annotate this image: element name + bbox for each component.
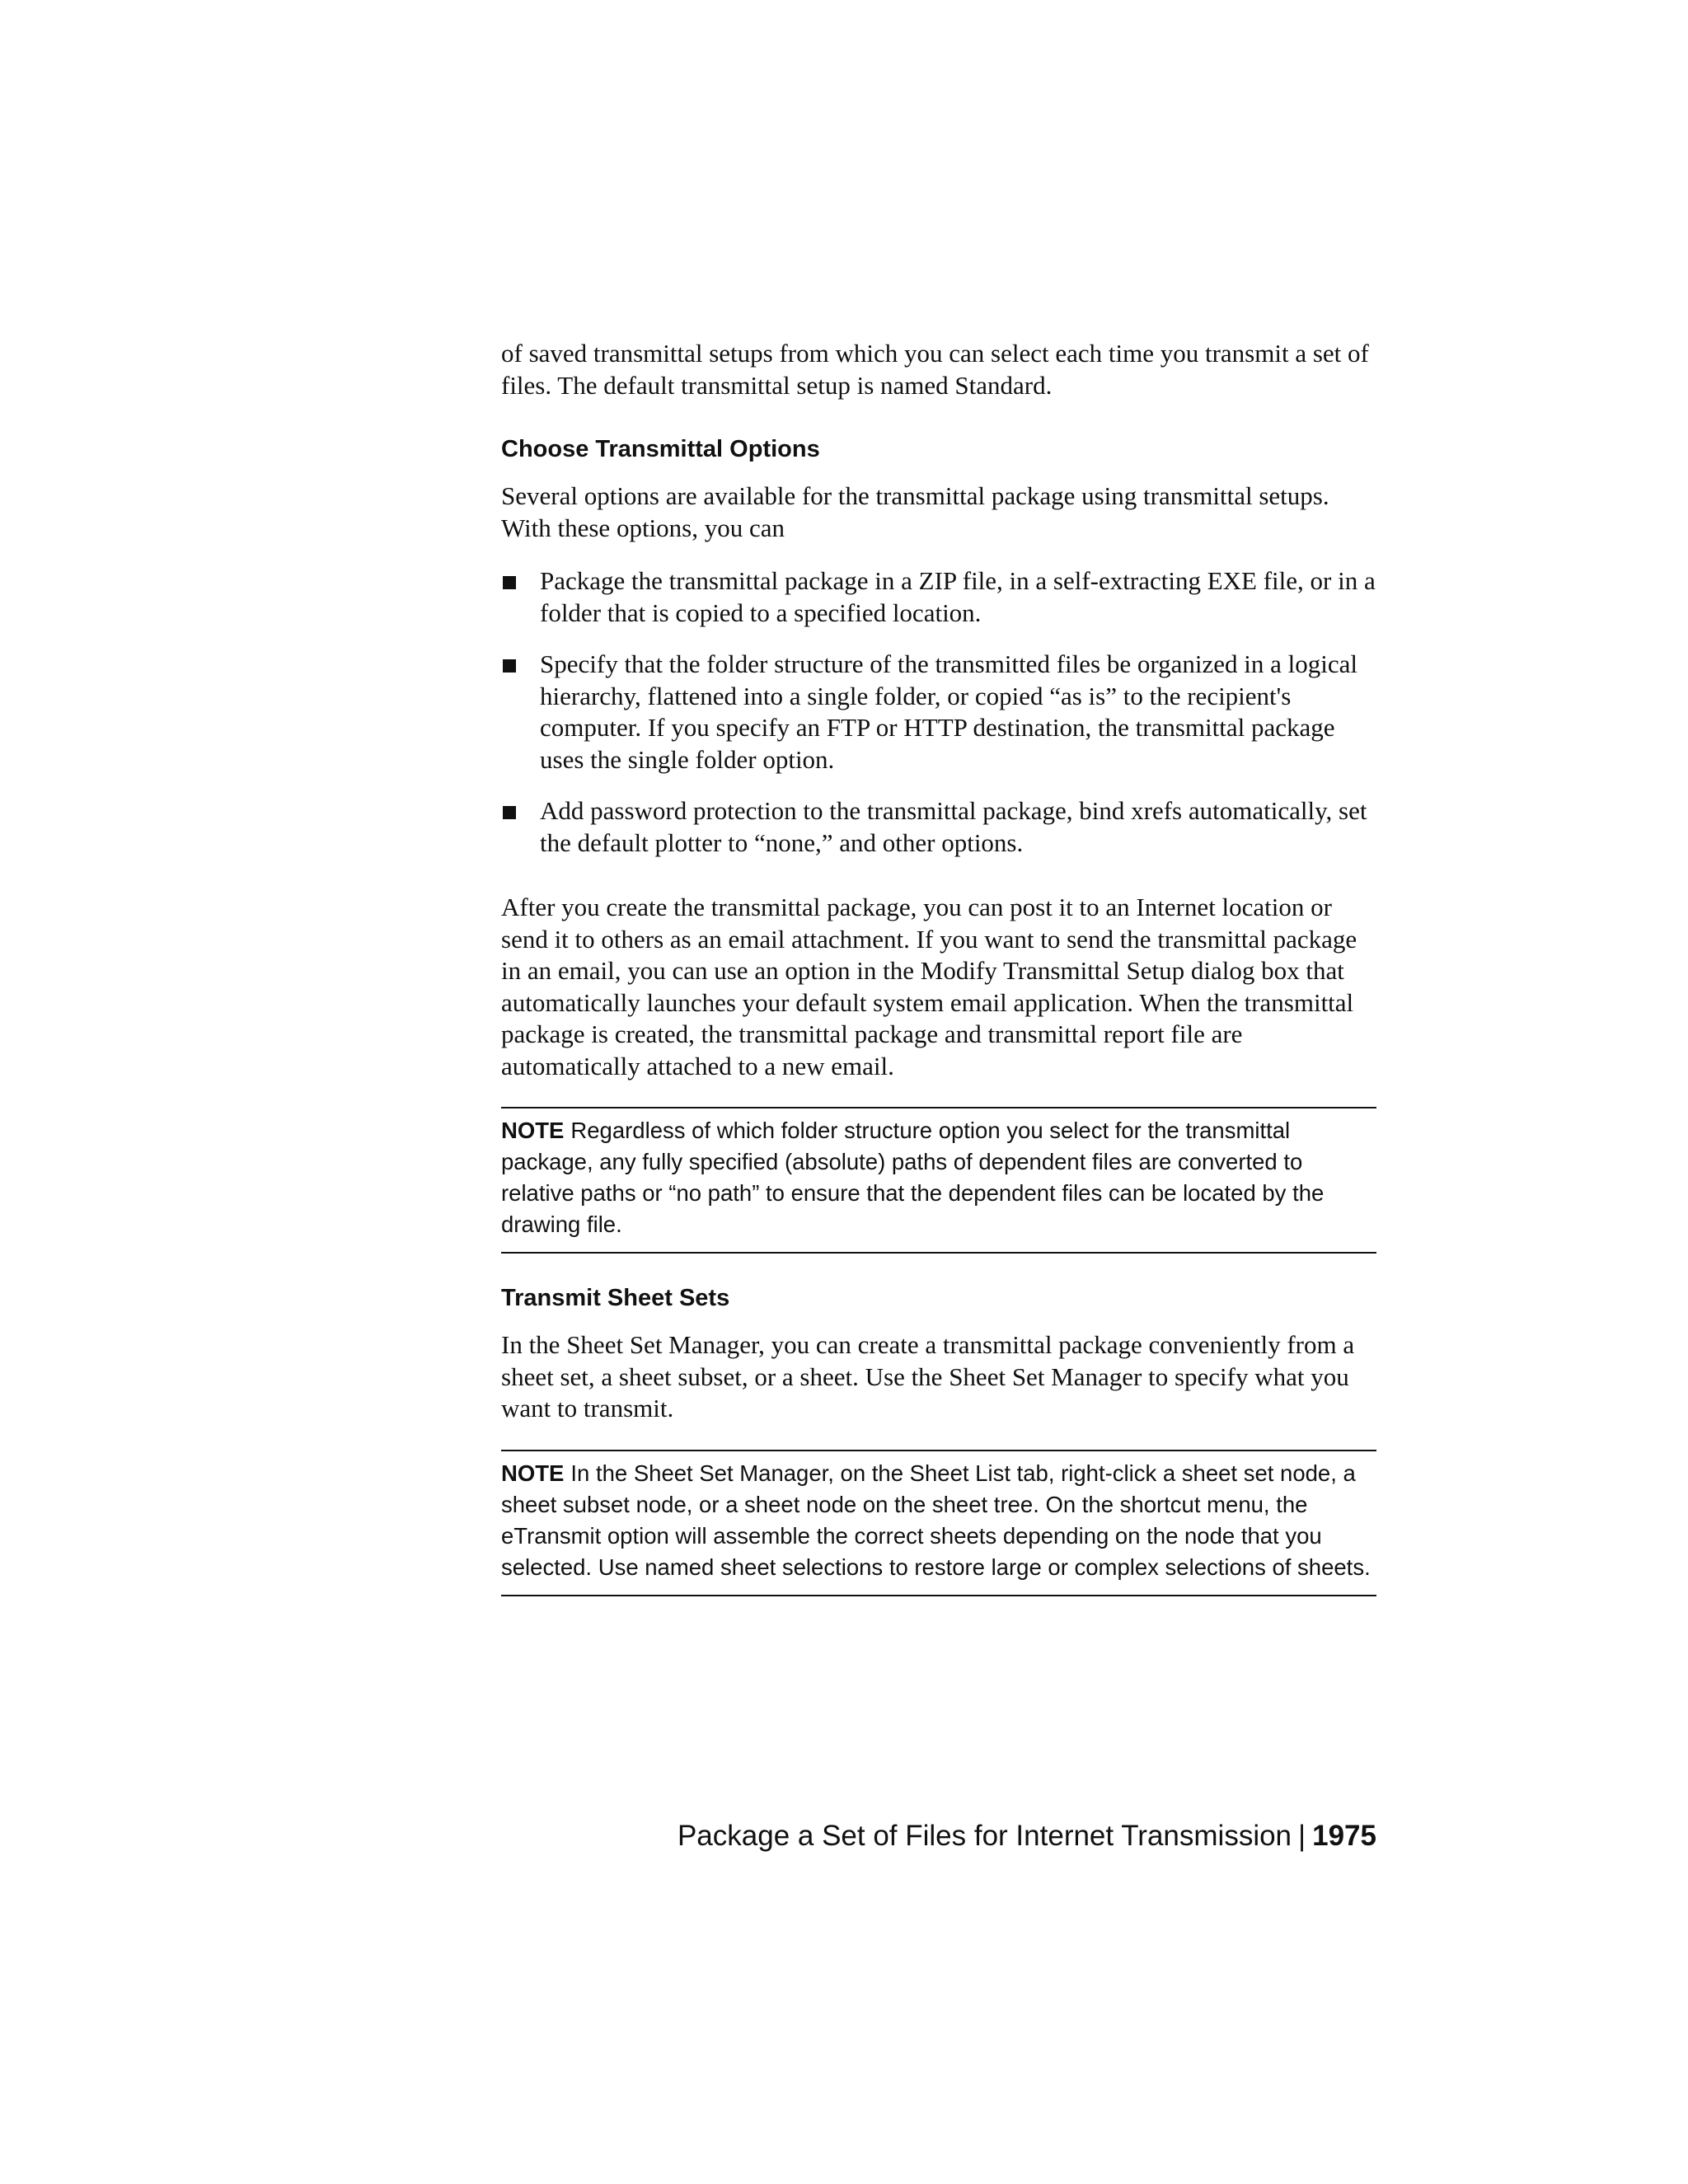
square-bullet-icon [503,806,516,819]
page-content [501,338,1376,1596]
square-bullet-icon [503,659,516,673]
footer-title: Package a Set of Files for Internet Transmission [677,1820,1292,1852]
note-label: NOTE [501,1460,565,1486]
list-item-text: Add password protection to the transmittal package, bind xrefs automatically, set the default plotter to “none,” and other options. [540,796,1367,857]
page-footer [501,1820,1376,1853]
list-item [501,649,1376,776]
note-label: NOTE [501,1118,565,1143]
intro-paragraph: of saved transmittal setups from which you can select each time you transmit a set of files. The default transmittal setup is named Standard. [501,339,1369,400]
section1-lead-paragraph: Several options are available for the transmittal package using transmittal setups. With these options, you can [501,481,1329,542]
section2-lead-paragraph: In the Sheet Set Manager, you can create a transmittal package conveniently from a sheet set, a sheet subset, or a sheet. Use the Sheet Set Manager to specify what you want to transmit. [501,1330,1355,1422]
options-bullet-list [501,565,1376,859]
page-number: 1975 [1312,1820,1376,1852]
note-box-sheet-set-manager [501,1450,1376,1596]
list-item [501,565,1376,629]
section-heading-choose-transmittal-options: Choose Transmittal Options [501,436,820,462]
list-item [501,795,1376,859]
list-item-text: Specify that the folder structure of the transmitted files be organized in a logical hierarchy, flattened into a single folder, or copied “as is” to the recipient's computer. If you specify an FTP or HTTP destination, the transmittal package uses the single folder option. [540,649,1357,774]
footer-separator: | [1298,1820,1306,1852]
section1-after-paragraph: After you create the transmittal package, you can post it to an Internet location or send it to others as an email attachment. If you want to send the transmittal package in an email, you can use an option in the Modify Transmittal Setup dialog box that automatically launches your default system email application. When the transmittal package is created, the transmittal package and transmittal report file are automatically attached to a new email. [501,893,1357,1080]
square-bullet-icon [503,576,516,589]
note-text: Regardless of which folder structure option you select for the transmittal package, any fully specified (absolute) paths of dependent files are converted to relative paths or “no path” to ensure that the dependent files can be located by the drawing file. [501,1118,1325,1237]
note-box-folder-structure [501,1107,1376,1254]
section-heading-transmit-sheet-sets: Transmit Sheet Sets [501,1285,730,1311]
list-item-text: Package the transmittal package in a ZIP file, in a self-extracting EXE file, or in a folder that is copied to a specified location. [540,566,1376,627]
note-text: In the Sheet Set Manager, on the Sheet List tab, right-click a sheet set node, a sheet subset node, or a sheet node on the sheet tree. On the shortcut menu, the eTransmit option will assemble the correct sheets depending on the node that you selected. Use named sheet selections to restore large or complex selections of sheets. [501,1460,1371,1580]
